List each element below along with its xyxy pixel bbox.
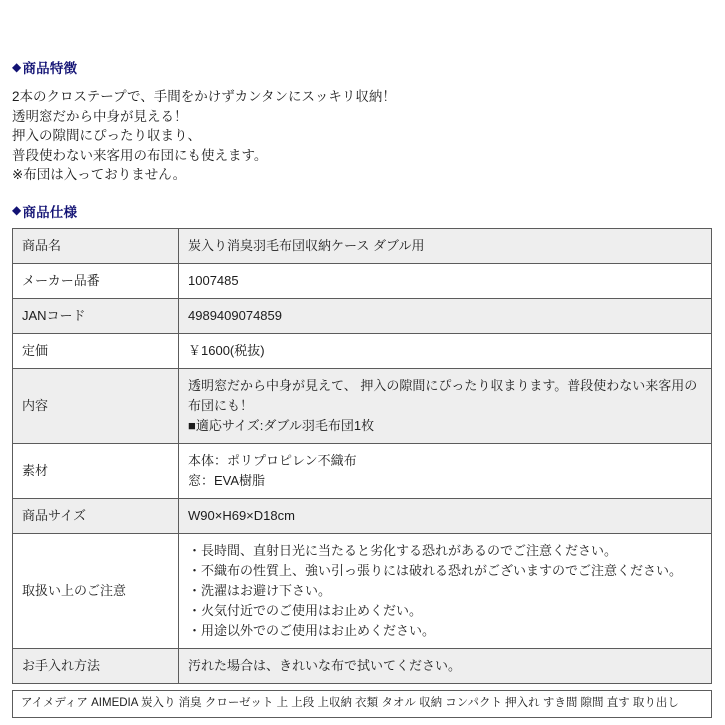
spec-value <box>179 368 712 443</box>
spec-value-line: 1007485 <box>188 272 239 288</box>
spec-label: お手入れ方法 <box>13 648 179 683</box>
feature-line: 押入の隙間にぴったり収まり、 <box>12 128 201 143</box>
table-row <box>13 228 712 263</box>
spec-value-line: 窓：EVA樹脂 <box>188 472 266 488</box>
spec-table <box>12 228 712 684</box>
spec-value <box>179 263 712 298</box>
spec-value-line: ・長時間、直射日光に当たると劣化する恐れがあるのでご注意ください。 <box>188 542 618 558</box>
spec-value <box>179 648 712 683</box>
spec-value <box>179 498 712 533</box>
spec-value-line: ・洗濯はお避け下さい。 <box>188 582 332 598</box>
feature-line: 2本のクロステープで、手間をかけずカンタンにスッキリ収納！ <box>12 89 396 104</box>
feature-line: 透明窓だから中身が見える！ <box>12 108 188 124</box>
spec-value-line: ￥1600(税抜) <box>188 342 265 358</box>
spec-heading <box>12 185 713 228</box>
feature-line: 普段使わない来客用の布団にも使えます。 <box>12 147 268 163</box>
spec-value-line: 布団にも！ <box>188 397 254 413</box>
spec-value-line: ・火気付近でのご使用はお止めくだい。 <box>188 602 423 618</box>
keyword-footer: アイメディア AIMEDIA 炭入り 消臭 クローゼット 上 上段 上収納 衣類 タオル 収納 コンパクト 押入れ すき間 隙間 直す 取り出し <box>12 690 712 718</box>
features-description <box>12 77 713 185</box>
spec-label: 定価 <box>13 333 179 368</box>
spec-heading-label: 商品仕様 <box>22 204 78 220</box>
table-row <box>13 263 712 298</box>
diamond-bullet-icon: ◆ <box>12 59 22 74</box>
spec-label: 内容 <box>13 368 179 443</box>
spec-value-line: 透明窓だから中身が見えて、 押入の隙間にぴったり収まります。普段使わない来客用の <box>188 377 698 393</box>
spec-value-line: ■適応サイズ:ダブル羽毛布団1枚 <box>188 417 375 433</box>
table-row <box>13 648 712 683</box>
spec-label: JANコード <box>13 298 179 333</box>
table-row <box>13 368 712 443</box>
spec-value-line: 汚れた場合は、きれいな布で拭いてください。 <box>188 657 462 673</box>
spec-value-line: 本体：ポリプロピレン不織布 <box>188 452 357 468</box>
spec-value-line: ・用途以外でのご使用はお止めください。 <box>188 622 436 638</box>
spec-value-line: ・不織布の性質上、強い引っ張りには破れる恐れがございますのでご注意ください。 <box>188 562 683 578</box>
spec-value <box>179 533 712 648</box>
diamond-bullet-icon: ◆ <box>12 203 22 217</box>
table-row <box>13 533 712 648</box>
spec-value <box>179 298 712 333</box>
spec-value-line: 炭入り消臭羽毛布団収納ケース ダブル用 <box>188 237 425 253</box>
table-row <box>13 443 712 498</box>
spec-value-line: W90×H69×D18cm <box>188 507 295 523</box>
table-row <box>13 333 712 368</box>
spec-label: 素材 <box>13 443 179 498</box>
spec-label: 取扱い上のご注意 <box>13 533 179 648</box>
features-heading <box>12 0 713 77</box>
spec-value <box>179 443 712 498</box>
spec-label: 商品名 <box>13 228 179 263</box>
spec-label: 商品サイズ <box>13 498 179 533</box>
table-row <box>13 298 712 333</box>
spec-label: メーカー品番 <box>13 263 179 298</box>
table-row <box>13 498 712 533</box>
spec-value <box>179 333 712 368</box>
feature-line: ※布団は入っておりません。 <box>12 167 187 182</box>
features-heading-label: 商品特徴 <box>22 61 78 76</box>
spec-value <box>179 228 712 263</box>
spec-value-line: 4989409074859 <box>188 307 282 323</box>
